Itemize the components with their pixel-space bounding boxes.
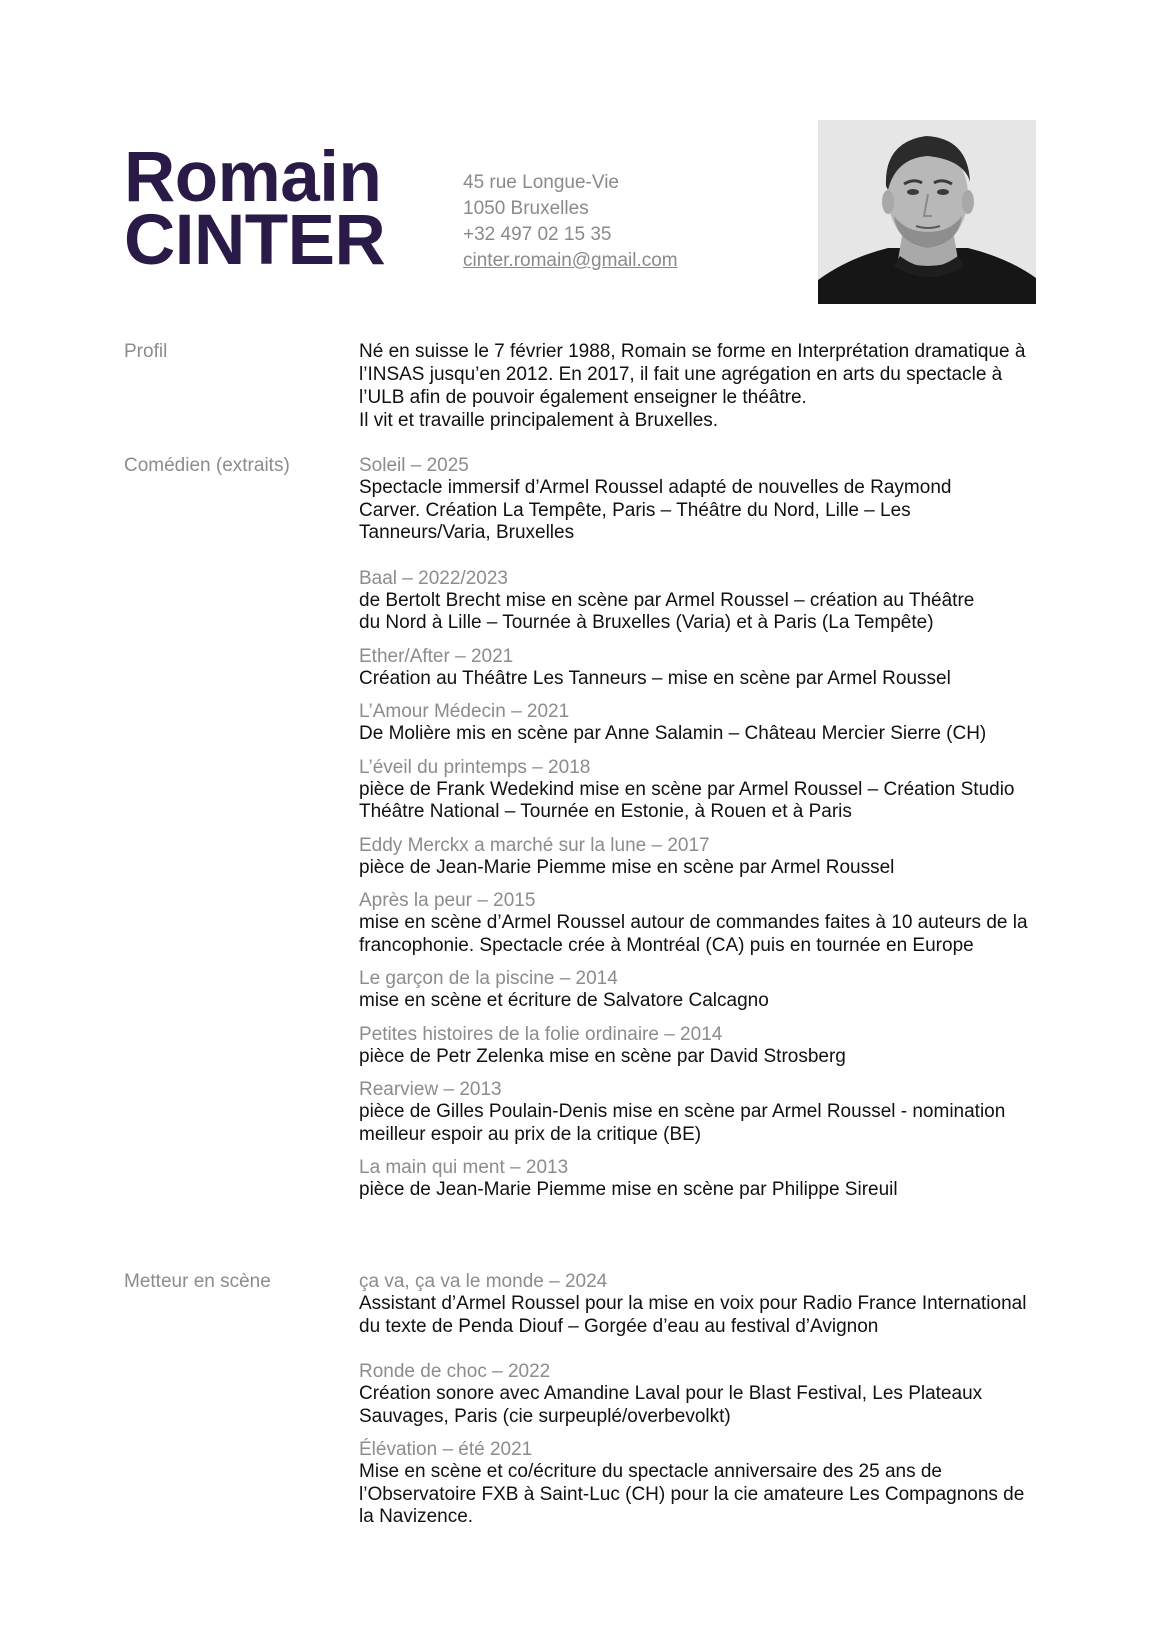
list-item <box>359 889 1059 957</box>
item-line: pièce de Jean-Marie Piemme mise en scène par Philippe Sireuil <box>359 1179 898 1200</box>
item-title: Eddy Merckx a marché sur la lune – 2017 <box>359 834 710 856</box>
item-line: Mise en scène et co/écriture du spectacle anniversaire des 25 ans de <box>359 1461 942 1482</box>
item-line: meilleur espoir au prix de la critique (BE) <box>359 1123 702 1145</box>
item-line: la Navizence. <box>359 1506 474 1527</box>
item-line: pièce de Jean-Marie Piemme mise en scène par Armel Roussel <box>359 856 895 878</box>
section-label-director: Metteur en scène <box>124 1271 271 1292</box>
director-list <box>359 1270 1059 1539</box>
item-title: Ronde de choc – 2022 <box>359 1361 551 1382</box>
phone-number: +32 497 02 15 35 <box>463 224 612 245</box>
item-line: Assistant d’Armel Roussel pour la mise en voix pour Radio France International <box>359 1293 1027 1314</box>
item-title: Rearview – 2013 <box>359 1079 502 1100</box>
profile-line: l’INSAS jusqu’en 2012. En 2017, il fait une agrégation en arts du spectacle à <box>359 364 1003 385</box>
list-item <box>359 454 1059 545</box>
address-line1: 45 rue Longue-Vie <box>463 172 619 193</box>
item-title: La main qui ment – 2013 <box>359 1157 569 1178</box>
item-line: De Molière mis en scène par Anne Salamin – Château Mercier Sierre (CH) <box>359 723 987 744</box>
list-item <box>359 1270 1059 1338</box>
item-line: de Bertolt Brecht mise en scène par Armel Roussel – création au Théâtre <box>359 589 975 611</box>
list-item <box>359 834 1059 880</box>
list-item <box>359 1156 1059 1202</box>
item-title: Petites histoires de la folie ordinaire – 2014 <box>359 1023 723 1045</box>
profile-line: Né en suisse le 7 février 1988, Romain se forme en Interprétation dramatique à <box>359 341 1026 362</box>
item-line: Création au Théâtre Les Tanneurs – mise en scène par Armel Roussel <box>359 667 951 689</box>
list-item <box>359 1360 1059 1428</box>
item-title: L’Amour Médecin – 2021 <box>359 701 570 722</box>
item-title: Élévation – été 2021 <box>359 1439 533 1460</box>
section-label-actor: Comédien (extraits) <box>124 455 290 476</box>
item-title: L’éveil du printemps – 2018 <box>359 756 591 778</box>
item-line: pièce de Petr Zelenka mise en scène par David Strosberg <box>359 1045 846 1067</box>
last-name: CINTER <box>124 201 386 280</box>
item-line: pièce de Gilles Poulain-Denis mise en scène par Armel Roussel - nomination <box>359 1101 1006 1122</box>
item-line: mise en scène d’Armel Roussel autour de commandes faites à 10 auteurs de la <box>359 912 1028 933</box>
profile-line: l’ULB afin de pouvoir également enseigner le théâtre. <box>359 387 807 408</box>
contact-block <box>463 170 678 274</box>
item-line: Théâtre National – Tournée en Estonie, à Rouen et à Paris <box>359 801 852 822</box>
profile-line: Il vit et travaille principalement à Bruxelles. <box>359 410 719 431</box>
actor-list <box>359 454 1059 1212</box>
email-link[interactable]: cinter.romain@gmail.com <box>463 250 678 271</box>
address-line2: 1050 Bruxelles <box>463 198 589 219</box>
section-label-profile: Profil <box>124 341 168 362</box>
list-item <box>359 1023 1059 1069</box>
list-item <box>359 1078 1059 1146</box>
item-line: Sauvages, Paris (cie surpeuplé/overbevolkt) <box>359 1405 731 1427</box>
list-item <box>359 967 1059 1013</box>
item-title: ça va, ça va le monde – 2024 <box>359 1271 608 1292</box>
item-line: francophonie. Spectacle crée à Montréal (CA) puis en tournée en Europe <box>359 934 974 956</box>
list-item <box>359 756 1059 824</box>
profile-text <box>359 340 1059 432</box>
item-line: Spectacle immersif d’Armel Roussel adapté de nouvelles de Raymond <box>359 477 952 498</box>
item-line: l’Observatoire FXB à Saint-Luc (CH) pour la cie amateure Les Compagnons de <box>359 1483 1025 1505</box>
item-line: du Nord à Lille – Tournée à Bruxelles (Varia) et à Paris (La Tempête) <box>359 612 934 633</box>
item-title: Après la peur – 2015 <box>359 890 536 911</box>
list-item <box>359 700 1059 746</box>
first-name: Romain <box>124 138 382 217</box>
list-item <box>359 1438 1059 1529</box>
item-line: pièce de Frank Wedekind mise en scène par Armel Roussel – Création Studio <box>359 778 1015 800</box>
item-title: Le garçon de la piscine – 2014 <box>359 968 618 989</box>
item-line: Création sonore avec Amandine Laval pour le Blast Festival, Les Plateaux <box>359 1383 983 1404</box>
item-line: Carver. Création La Tempête, Paris – Théâtre du Nord, Lille – Les <box>359 499 911 521</box>
person-name <box>124 138 386 280</box>
item-line: mise en scène et écriture de Salvatore Calcagno <box>359 990 769 1011</box>
item-line: Tanneurs/Varia, Bruxelles <box>359 522 575 543</box>
item-title: Soleil – 2025 <box>359 455 469 476</box>
portrait-photo <box>818 120 1036 304</box>
item-title: Ether/After – 2021 <box>359 645 514 667</box>
item-title: Baal – 2022/2023 <box>359 567 508 589</box>
list-item <box>359 567 1059 635</box>
list-item <box>359 645 1059 691</box>
item-line: du texte de Penda Diouf – Gorgée d’eau au festival d’Avignon <box>359 1315 879 1337</box>
